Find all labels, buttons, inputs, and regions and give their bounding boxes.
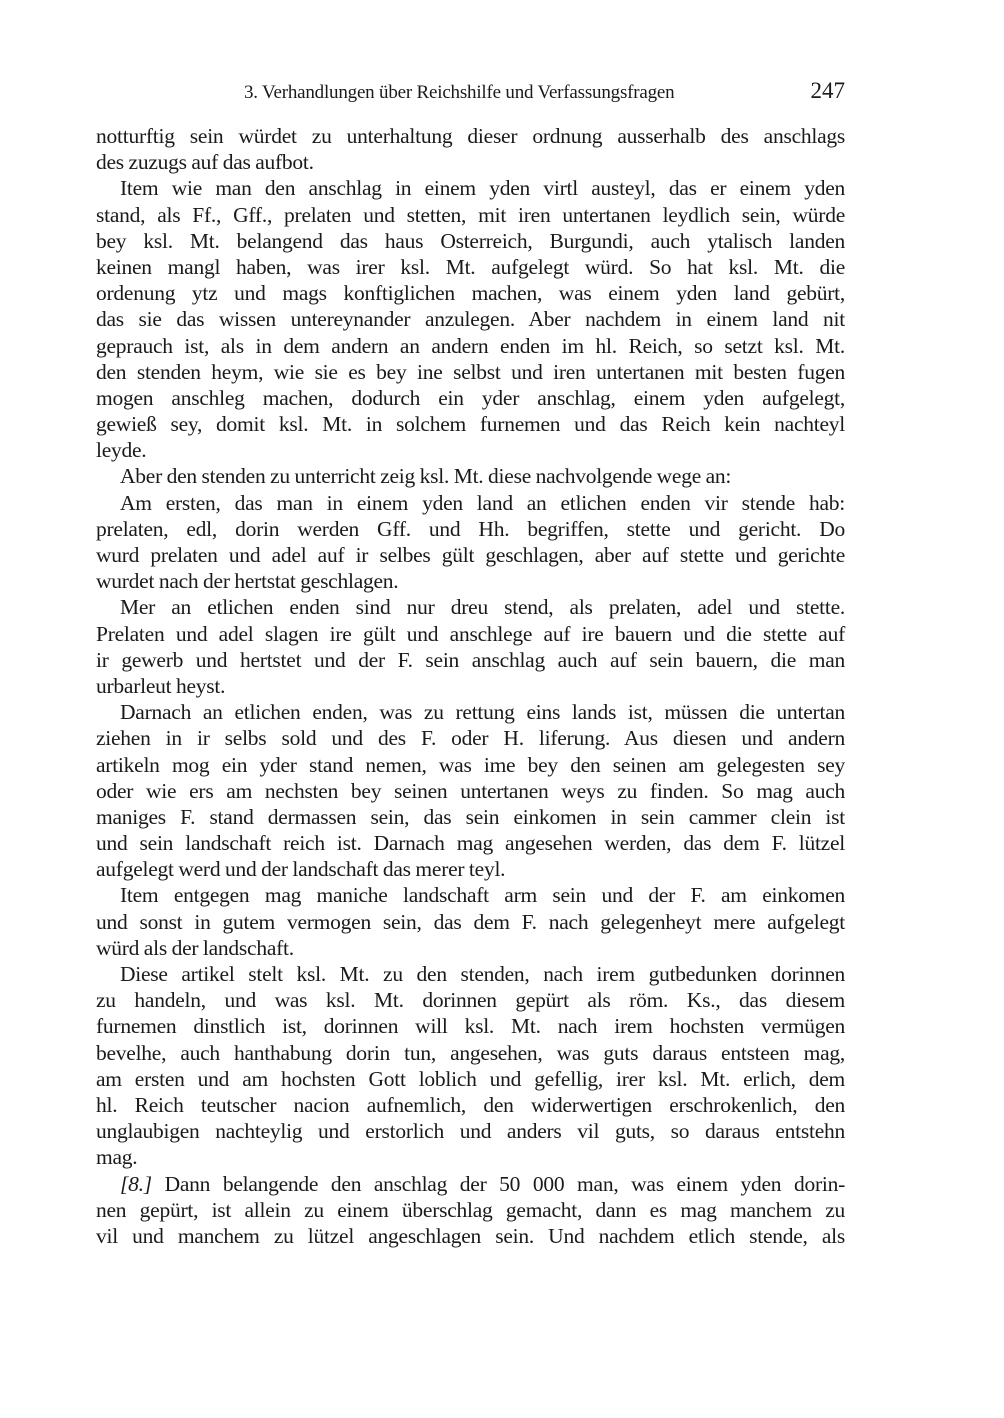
text-line [96,437,845,463]
text-line [96,1144,845,1170]
line-text: hl. Reich teutscher nacion aufnemlich, den widerwertigen erschrokenlich, den [96,1092,845,1117]
text-line [96,516,845,542]
line-text: maniges F. stand dermassen sein, das sein einkomen in sein cammer clein ist [96,804,845,829]
text-line [96,542,845,568]
line-text: unglaubigen nachteylig und erstorlich und anders vil guts, so daraus entstehn [96,1119,845,1144]
line-text: oder wie ers am nechsten bey seinen untertanen weys zu finden. So mag auch [96,778,845,803]
paragraph [96,123,845,175]
running-head [96,78,845,108]
text-line [96,1118,845,1144]
text-line [96,830,845,856]
paragraph-number: [8.] [120,1171,152,1196]
line-text: geprauch ist, als in dem andern an andern enden im hl. Reich, so setzt ksl. Mt. [96,333,845,358]
line-text: Diese artikel stelt ksl. Mt. zu den stenden, nach irem gutbedunken dorinnen [120,962,845,986]
line-text: Aber den stenden zu unterricht zeig ksl. Mt. diese nachvolgende wege an: [120,464,732,489]
line-text: artikeln mog ein yder stand nemen, was ime bey den seinen am gelegesten sey [96,752,845,777]
line-text: und sonst in gutem vermogen sein, das dem F. nach gelegenheyt mere aufgelegt [96,909,845,934]
paragraph [96,463,845,489]
paragraph [96,594,845,699]
line-text: und sein landschaft reich ist. Darnach mag angesehen werden, das dem F. lützel [96,831,845,856]
line-text: Dann belangende den anschlag der 50 000 man, was einem yden dorin- [164,1171,846,1196]
text-line [96,568,845,594]
line-text: Darnach an etlichen enden, was zu rettung eins lands ist, müssen die untertan [120,700,845,725]
text-line [96,961,845,987]
text-line [96,1092,845,1118]
line-text: stand, als Ff., Gff., prelaten und stetten, mit iren untertanen leydlich sein, würde [96,202,845,227]
text-line [96,333,845,359]
page-number: 247 [810,78,845,103]
paragraph [96,1171,845,1250]
text-line [96,411,845,437]
line-text: keinen mangl haben, was irer ksl. Mt. aufgelegt würd. So hat ksl. Mt. die [96,254,845,279]
text-line [96,856,845,882]
line-text: furnemen dinstlich ist, dorinnen will ksl. Mt. nach irem hochsten vermügen [96,1014,845,1039]
line-text: vil und manchem zu lützel angeschlagen sein. Und nachdem etlich stende, als [96,1223,845,1248]
text-line [96,909,845,935]
line-text: wurd prelaten und adel auf ir selbes gült geschlagen, aber auf stette und gerichte [96,543,845,567]
line-text: nen gepürt, ist allein zu einem überschlag gemacht, dann es mag manchem zu [96,1197,845,1222]
text-line [96,149,845,175]
line-text: Item wie man den anschlag in einem yden virtl austeyl, das er einem yden [120,176,845,201]
text-line [96,673,845,699]
paragraph [96,882,845,961]
line-text: Am ersten, das man in einem yden land an etlichen enden vir stende hab: [120,490,845,515]
line-text: mag. [96,1145,138,1170]
line-text: Mer an etlichen enden sind nur dreu stend, als prelaten, adel und stette. [120,595,845,620]
text-line [96,359,845,385]
text-line [96,463,845,489]
line-text: mogen anschleg machen, dodurch ein yder anschlag, einem yden aufgelegt, [96,385,845,410]
paragraph [96,961,845,1171]
text-line [96,594,845,620]
text-line [96,647,845,673]
text-line [96,621,845,647]
line-text: am ersten und am hochsten Gott loblich und gefellig, irer ksl. Mt. erlich, dem [96,1066,845,1091]
text-line [96,280,845,306]
text-line [96,752,845,778]
text-line [96,804,845,830]
line-text: des zuzugs auf das aufbot. [96,150,314,175]
text-line [96,778,845,804]
line-text: leyde. [96,438,147,463]
line-text: ziehen in ir selbs sold und des F. oder H. liferung. Aus diesen und andern [96,726,845,751]
text-line [96,175,845,201]
line-text: wurdet nach der hertstat geschlagen. [96,569,399,594]
line-text: Prelaten und adel slagen ire gült und anschlege auf ire bauern und die stette auf [96,621,845,646]
line-text: zu handeln, und was ksl. Mt. dorinnen gepürt als röm. Ks., das diesem [96,988,845,1013]
text-line [96,1066,845,1092]
line-text: gewieß sey, domit ksl. Mt. in solchem furnemen und das Reich kein nachteyl [96,412,845,437]
text-line [96,1013,845,1039]
line-text: das sie das wissen untereynander anzulegen. Aber nachdem in einem land nit [96,307,845,332]
text-line [96,1040,845,1066]
text-line [96,699,845,725]
line-text: notturftig sein würdet zu unterhaltung dieser ordnung ausserhalb des anschlags [96,124,845,148]
line-text: aufgelegt werd und der landschaft das merer teyl. [96,857,506,882]
text-line [96,1197,845,1223]
paragraph [96,699,845,882]
line-text: bevelhe, auch hanthabung dorin tun, angesehen, was guts daraus entsteen mag, [96,1040,845,1065]
text-line [96,123,845,149]
running-head-title: 3. Verhandlungen über Reichshilfe und Verfassungsfragen [244,82,675,103]
text-line [96,254,845,280]
text-line [96,228,845,254]
line-text: ordenung ytz und mags konftiglichen machen, was einem yden land gebürt, [96,281,845,306]
text-line [96,882,845,908]
text-line [96,1223,845,1249]
text-line [96,385,845,411]
line-text: prelaten, edl, dorin werden Gff. und Hh. begriffen, stette und gericht. Do [96,516,845,541]
text-line [96,935,845,961]
text-line [96,202,845,228]
paragraph [96,175,845,463]
text-line [96,1171,845,1197]
body-text [96,123,845,1249]
text-line [96,987,845,1013]
line-text: den stenden heym, wie sie es bey ine selbst und iren untertanen mit besten fugen [96,359,845,384]
text-line [96,306,845,332]
line-text: Item entgegen mag maniche landschaft arm sein und der F. am einkomen [120,883,845,908]
line-text: bey ksl. Mt. belangend das haus Osterreich, Burgundi, auch ytalisch landen [96,228,845,253]
line-text: würd als der landschaft. [96,935,294,960]
paragraph [96,490,845,595]
line-text: ir gewerb und hertstet und der F. sein anschlag auch auf sein bauern, die man [96,647,845,672]
text-line [96,490,845,516]
line-text: urbarleut heyst. [96,673,226,698]
text-line [96,725,845,751]
